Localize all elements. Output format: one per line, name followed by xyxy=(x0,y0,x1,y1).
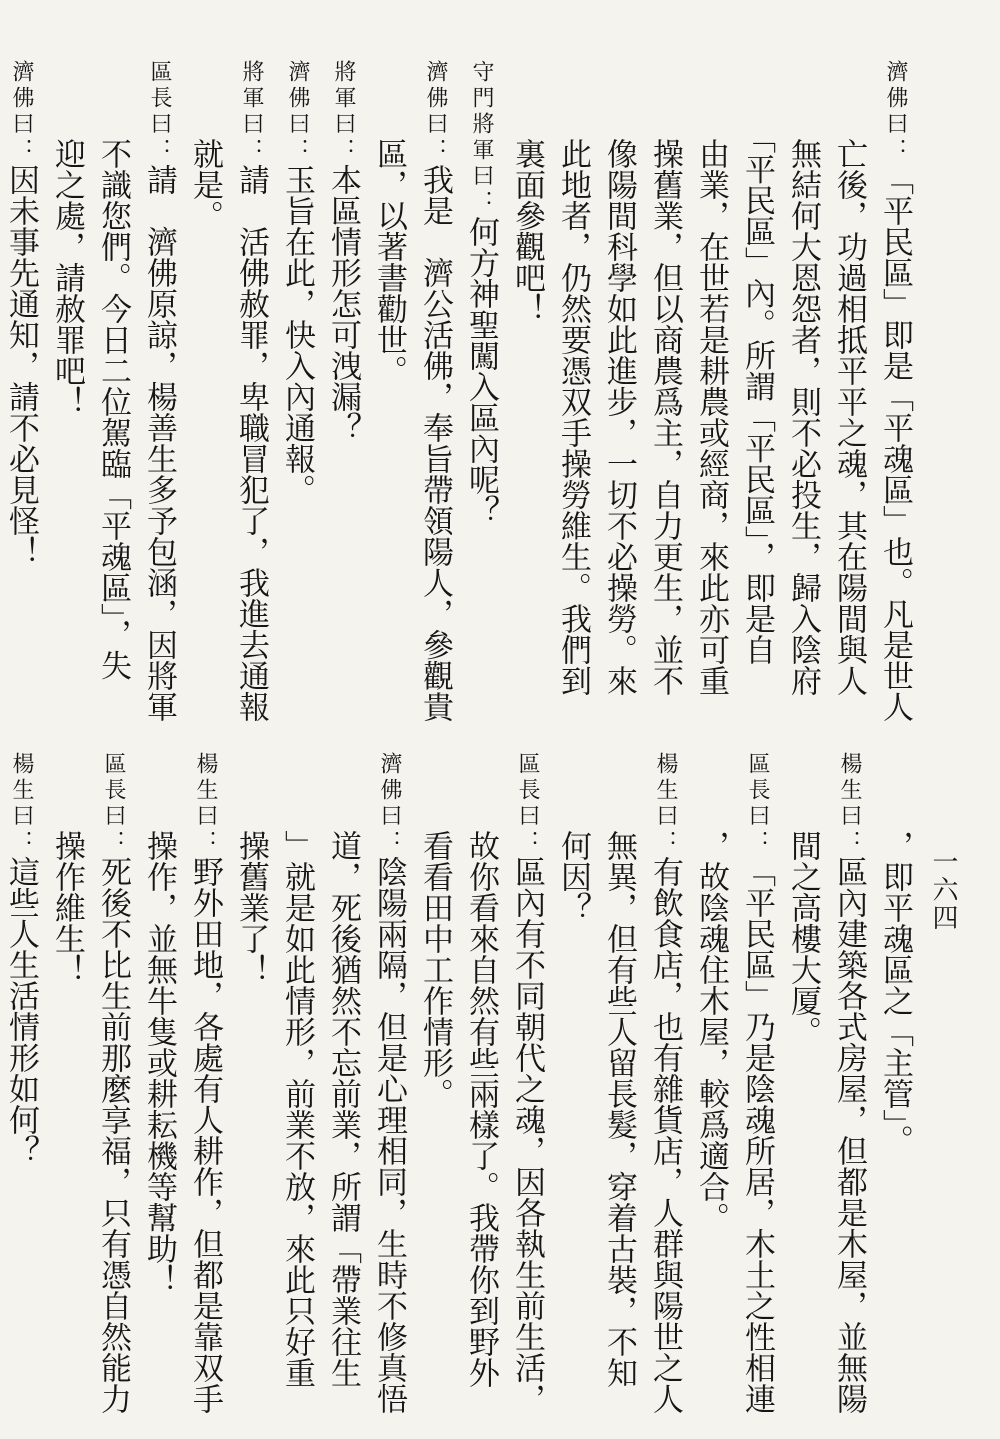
text-line xyxy=(182,752,228,1414)
text-line xyxy=(596,60,642,710)
dialogue-text: 野外田地，各處有人耕作，但都是靠双手 xyxy=(187,856,223,1414)
speaker-label: 濟佛曰： xyxy=(423,60,448,164)
text-line xyxy=(642,60,688,710)
dialogue-text: 「平民區」乃是陰魂所居，木土之性相連 xyxy=(739,856,775,1414)
dialogue-text: 此地者，仍然要憑双手操勞維生。我們到 xyxy=(555,138,591,696)
dialogue-text: 這些人生活情形如何？ xyxy=(3,856,39,1166)
text-line xyxy=(826,60,872,710)
text-line xyxy=(412,60,458,722)
dialogue-text: 間之高樓大厦。 xyxy=(785,830,821,1047)
text-line xyxy=(550,60,596,710)
dialogue-text: ，故陰魂住木屋，較爲適合。 xyxy=(693,830,729,1233)
dialogue-text: 我是 濟公活佛，奉旨帶領陽人，參觀貴 xyxy=(417,164,453,722)
dialogue-text: 何因？ xyxy=(555,830,591,923)
dialogue-text: 區，以著書勸世。 xyxy=(371,138,407,386)
dialogue-text: 玉旨在此，快入內通報。 xyxy=(279,164,315,505)
text-line xyxy=(228,60,274,722)
text-line xyxy=(826,752,872,1414)
dialogue-text: 「平民區」即是「平魂區」也。凡是世人 xyxy=(877,164,913,722)
speaker-label: 區長曰： xyxy=(515,752,540,856)
speaker-label: 區長曰： xyxy=(101,752,126,856)
text-line xyxy=(136,60,182,722)
text-line xyxy=(90,752,136,1414)
text-line xyxy=(550,752,596,1352)
text-line xyxy=(274,60,320,710)
dialogue-text: 無結何大恩怨者，則不必投生，歸入陰府 xyxy=(785,138,821,696)
dialogue-text: 何方神聖闖入區內呢？ xyxy=(463,216,499,526)
text-line xyxy=(0,752,44,1352)
dialogue-text: 裏面參觀吧！ xyxy=(509,138,545,324)
text-line xyxy=(182,60,228,710)
text-line xyxy=(320,752,366,1388)
text-line xyxy=(872,60,918,722)
speaker-label: 濟佛曰： xyxy=(9,60,34,164)
text-line xyxy=(780,60,826,710)
dialogue-text: 亡後，功過相抵平平之魂，其在陽間與人 xyxy=(831,138,867,696)
dialogue-text: 操舊業，但以商農爲主，自力更生，並不 xyxy=(647,138,683,696)
speaker-label: 將軍曰： xyxy=(331,60,356,164)
dialogue-text: 道，死後猶然不忘前業，所謂「帶業往生 xyxy=(325,830,361,1388)
text-line xyxy=(872,752,918,1352)
text-line xyxy=(320,60,366,710)
dialogue-text: 就是。 xyxy=(187,138,223,231)
dialogue-text: 不識您們。今日二位駕臨「平魂區」，失 xyxy=(95,138,131,681)
dialogue-text: 由業，在世若是耕農或經商，來此亦可重 xyxy=(693,138,729,696)
speaker-label: 將軍曰： xyxy=(239,60,264,164)
text-line xyxy=(734,60,780,710)
dialogue-text: ，即平魂區之「主管」。 xyxy=(877,830,913,1156)
speaker-label: 楊生曰： xyxy=(193,752,218,856)
dialogue-text: 看看田中工作情形。 xyxy=(417,830,453,1109)
text-line xyxy=(688,60,734,710)
text-line xyxy=(0,60,44,710)
dialogue-text: 無異，但有些人留長髮，穿着古裝，不知 xyxy=(601,830,637,1388)
speaker-label: 楊生曰： xyxy=(9,752,34,856)
text-line xyxy=(44,752,90,1352)
dialogue-text: 區內有不同朝代之魂，因各執生前生活， xyxy=(509,856,545,1414)
text-line xyxy=(504,60,550,710)
page-number: 一六四 xyxy=(928,848,958,932)
text-line xyxy=(504,752,550,1414)
dialogue-text: 本區情形怎可洩漏？ xyxy=(325,164,361,443)
dialogue-text: 故你看來自然有些兩樣了。我帶你到野外 xyxy=(463,830,499,1388)
text-line xyxy=(642,752,688,1414)
dialogue-text: 「平民區」內。所謂「平民區」，即是自 xyxy=(739,138,775,665)
text-line xyxy=(458,752,504,1388)
speaker-label: 區長曰： xyxy=(147,60,172,164)
speaker-label: 區長曰： xyxy=(745,752,770,856)
text-line xyxy=(136,752,182,1352)
speaker-label: 濟佛曰： xyxy=(883,60,908,164)
dialogue-text: 死後不比生前那麼享福，只有憑自然能力 xyxy=(95,856,131,1414)
text-line xyxy=(366,60,412,710)
text-line xyxy=(274,752,320,1388)
upper-text-block xyxy=(0,60,918,722)
dialogue-text: 陰陽兩隔，但是心理相同，生時不修真悟 xyxy=(371,856,407,1414)
speaker-label: 守門將軍曰： xyxy=(469,60,494,216)
dialogue-text: 操作維生！ xyxy=(49,830,85,985)
text-line xyxy=(44,60,90,710)
text-line xyxy=(780,752,826,1352)
text-line xyxy=(688,752,734,1352)
text-line xyxy=(734,752,780,1414)
dialogue-text: 迎之處，請赦罪吧！ xyxy=(49,138,85,417)
speaker-label: 濟佛曰： xyxy=(285,60,310,164)
dialogue-text: 操作，並無牛隻或耕耘機等幫助！ xyxy=(141,830,177,1295)
dialogue-text: 請 活佛赦罪，卑職冒犯了，我進去通報 xyxy=(233,164,269,722)
dialogue-text: 操舊業了！ xyxy=(233,830,269,985)
dialogue-text: 」就是如此情形，前業不放，來此只好重 xyxy=(279,830,315,1388)
dialogue-text: 區內建築各式房屋，但都是木屋，並無陽 xyxy=(831,856,867,1414)
dialogue-text: 像陽間科學如此進步，一切不必操勞。來 xyxy=(601,138,637,696)
text-line xyxy=(90,60,136,710)
speaker-label: 濟佛曰： xyxy=(377,752,402,856)
text-line xyxy=(458,60,504,710)
dialogue-text: 請 濟佛原諒，楊善生多予包涵，因將軍 xyxy=(141,164,177,722)
text-line xyxy=(596,752,642,1388)
speaker-label: 楊生曰： xyxy=(653,752,678,856)
text-line xyxy=(228,752,274,1352)
speaker-label: 楊生曰： xyxy=(837,752,862,856)
dialogue-text: 有飲食店，也有雜貨店，人群與陽世之人 xyxy=(647,856,683,1414)
dialogue-text: 因未事先通知，請不必見怪！ xyxy=(3,164,39,567)
text-line xyxy=(366,752,412,1414)
lower-text-block xyxy=(0,752,918,1414)
text-line xyxy=(412,752,458,1352)
